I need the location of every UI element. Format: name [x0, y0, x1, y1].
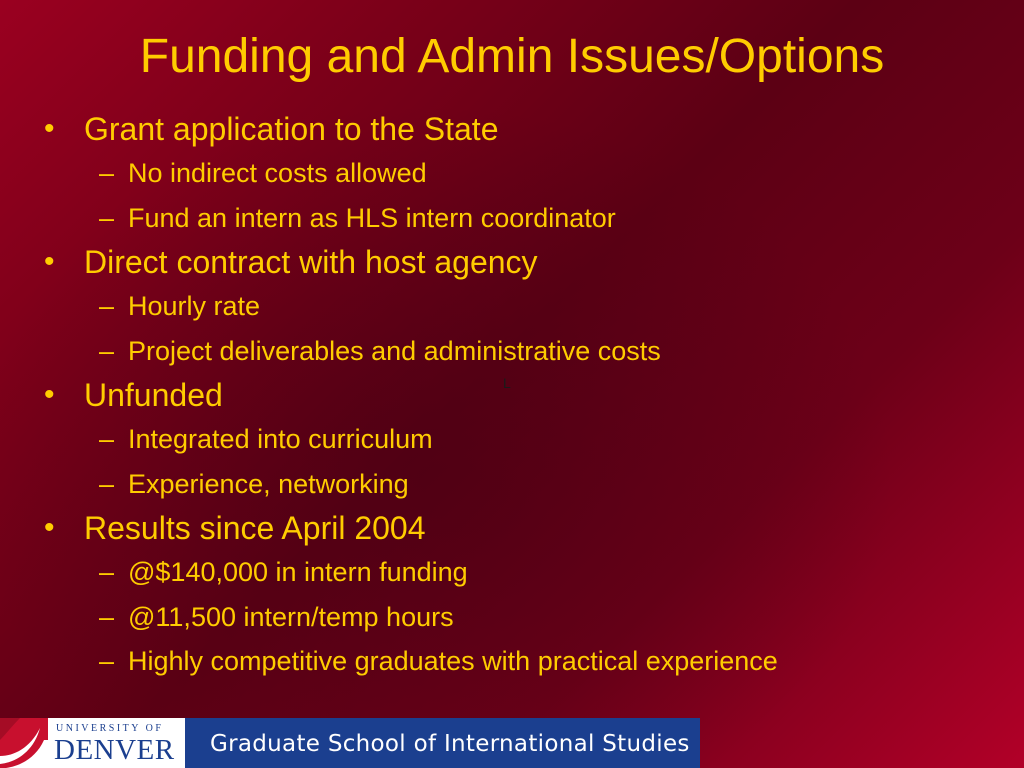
bullet-item — [44, 240, 994, 373]
bullet-item — [44, 506, 994, 684]
footer-banner — [0, 718, 700, 768]
sub-item — [84, 417, 994, 462]
bullet-icon: • — [44, 378, 55, 411]
bullet-icon: • — [44, 112, 55, 145]
dash-icon: – — [99, 202, 115, 233]
dash-icon: – — [99, 291, 115, 321]
sub-text: Integrated into curriculum — [128, 424, 433, 454]
sub-list — [84, 151, 994, 240]
bullet-text: Unfunded — [84, 377, 223, 413]
sub-text: Experience, networking — [128, 468, 409, 499]
university-emblem-icon — [0, 718, 48, 768]
sub-text: Hourly rate — [128, 291, 261, 321]
bullet-icon: • — [44, 245, 55, 278]
sub-item — [84, 595, 994, 640]
bullet-item — [44, 107, 994, 240]
sub-item — [84, 639, 994, 684]
university-logo-small-text: UNIVERSITY OF — [56, 723, 164, 734]
sub-list — [84, 550, 994, 684]
sub-item — [84, 329, 994, 374]
sub-list — [84, 417, 994, 506]
sub-item — [84, 550, 994, 595]
dash-icon: – — [99, 335, 115, 366]
bullet-item — [44, 373, 994, 506]
bullet-text: Direct contract with host agency — [84, 244, 538, 280]
bullet-icon: • — [44, 511, 55, 544]
sub-item — [84, 196, 994, 241]
dash-icon: – — [99, 601, 115, 632]
sub-text: Highly competitive graduates with practical experience — [128, 646, 778, 676]
dash-icon: – — [99, 468, 115, 499]
sub-list — [84, 284, 994, 373]
bullet-text: Grant application to the State — [84, 111, 499, 147]
sub-text: @$140,000 in intern funding — [128, 557, 468, 587]
slide-title: Funding and Admin Issues/Options — [139, 30, 885, 83]
university-logo — [0, 718, 185, 768]
dash-icon: – — [99, 557, 115, 587]
sub-item — [84, 462, 994, 507]
bullet-list — [44, 107, 994, 684]
dash-icon: – — [99, 646, 115, 676]
sub-text: @11,500 intern/temp hours — [128, 601, 454, 632]
sub-text: Project deliverables and administrative costs — [128, 335, 661, 366]
bullet-text: Results since April 2004 — [84, 510, 426, 546]
dash-icon: – — [99, 424, 115, 454]
dash-icon: – — [99, 158, 115, 188]
stray-mark: L — [503, 375, 511, 391]
sub-text: Fund an intern as HLS intern coordinator — [128, 202, 616, 233]
sub-text: No indirect costs allowed — [128, 158, 427, 188]
university-logo-wordmark: DENVER — [54, 734, 175, 766]
sub-item — [84, 151, 994, 196]
sub-item — [84, 284, 994, 329]
school-name: Graduate School of International Studies — [210, 731, 690, 757]
